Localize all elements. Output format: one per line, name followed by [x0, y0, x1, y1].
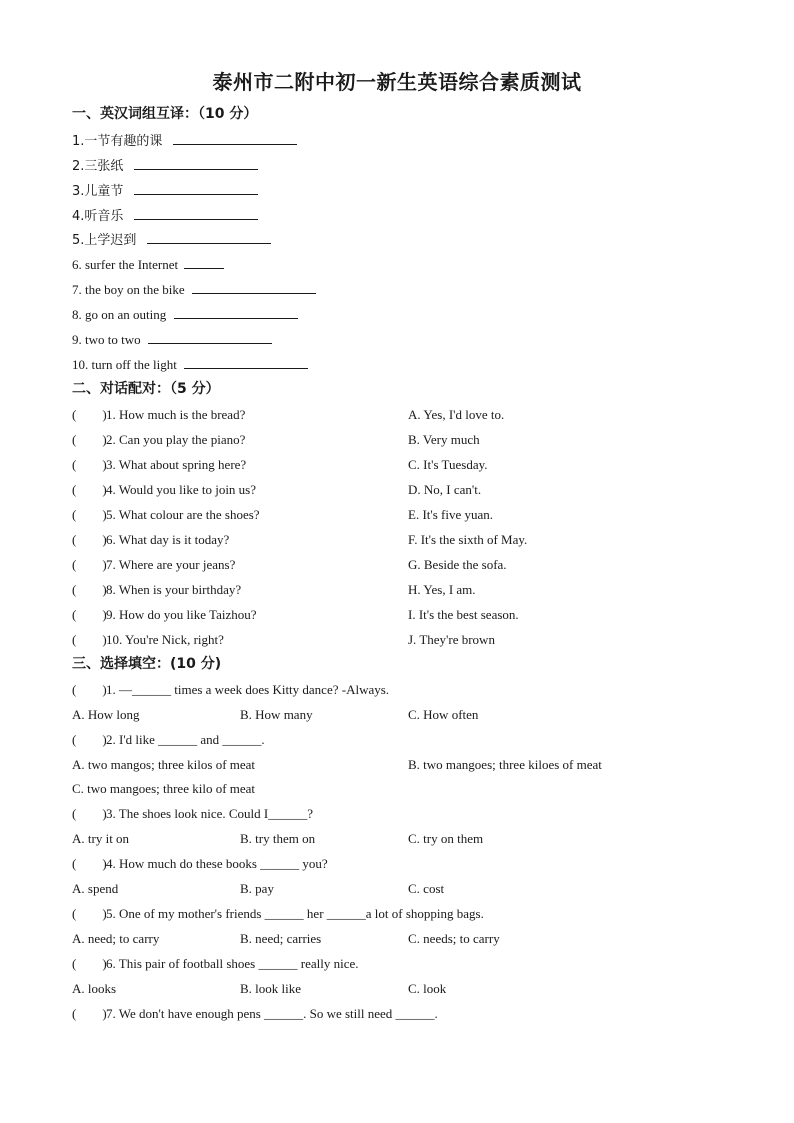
answer-paren[interactable]: ( ) — [72, 457, 107, 472]
list-item — [72, 281, 316, 299]
matching-row — [72, 431, 245, 449]
answer-option: H. Yes, I am. — [408, 582, 476, 597]
answer-paren[interactable]: ( ) — [72, 682, 107, 697]
choice-option: B. pay — [240, 881, 274, 896]
answer-paren[interactable]: ( ) — [72, 1006, 107, 1021]
matching-row — [72, 606, 257, 624]
question-text: 2. I'd like ______ and ______. — [106, 732, 265, 747]
question-text: 7. We don't have enough pens ______. So we still need ______. — [106, 1006, 438, 1021]
question-row — [72, 805, 313, 823]
answer-option: E. It's five yuan. — [408, 507, 494, 522]
question-row — [72, 681, 389, 699]
answer-option: C. It's Tuesday. — [408, 457, 488, 472]
choice-option: B. look like — [240, 981, 302, 996]
answer-option: J. They're brown — [408, 632, 495, 647]
item-text: 5.上学迟到 — [72, 233, 137, 248]
answer-blank[interactable] — [134, 207, 258, 220]
choice-option: A. try it on — [72, 831, 130, 846]
question-row — [72, 955, 358, 973]
answer-blank[interactable] — [174, 306, 298, 319]
choice-option: A. How long — [72, 707, 140, 722]
answer-option: D. No, I can't. — [408, 482, 482, 497]
list-item — [72, 182, 258, 201]
list-item — [72, 331, 272, 349]
question-text: 5. One of my mother's friends ______ her ______a lot of shopping bags. — [106, 906, 484, 921]
question-text: 6. This pair of football shoes ______ really nice. — [106, 956, 359, 971]
choice-option: C. two mangoes; three kilo of meat — [72, 781, 256, 796]
matching-row — [72, 456, 246, 474]
answer-option: I. It's the best season. — [408, 607, 519, 622]
question-text: 7. Where are your jeans? — [106, 557, 236, 572]
choice-option: B. try them on — [240, 831, 316, 846]
answer-paren[interactable]: ( ) — [72, 632, 107, 647]
choice-option: A. need; to carry — [72, 931, 160, 946]
answer-blank[interactable] — [148, 331, 272, 344]
answer-paren[interactable]: ( ) — [72, 532, 107, 547]
section-2-heading: 二、对话配对：（5 分） — [72, 381, 220, 397]
question-text: 3. What about spring here? — [106, 457, 247, 472]
answer-paren[interactable]: ( ) — [72, 732, 107, 747]
answer-option: F. It's the sixth of May. — [408, 532, 528, 547]
item-text: 9. two to two — [72, 332, 141, 347]
answer-blank[interactable] — [184, 256, 224, 269]
choice-option: C. needs; to carry — [408, 931, 500, 946]
question-text: 4. How much do these books ______ you? — [106, 856, 328, 871]
answer-paren[interactable]: ( ) — [72, 482, 107, 497]
matching-row — [72, 631, 224, 649]
item-text: 3.儿童节 — [72, 184, 124, 199]
choice-option: A. two mangos; three kilos of meat — [72, 757, 256, 772]
question-row — [72, 731, 265, 749]
list-item — [72, 157, 258, 176]
page-title: 泰州市二附中初一新生英语综合素质测试 — [212, 70, 582, 94]
question-text: 8. When is your birthday? — [106, 582, 242, 597]
list-item — [72, 356, 308, 374]
question-row — [72, 855, 328, 873]
answer-paren[interactable]: ( ) — [72, 607, 107, 622]
answer-paren[interactable]: ( ) — [72, 582, 107, 597]
matching-row — [72, 581, 241, 599]
answer-paren[interactable]: ( ) — [72, 856, 107, 871]
choice-option: A. looks — [72, 981, 117, 996]
choice-option: A. spend — [72, 881, 119, 896]
choice-option: B. two mangoes; three kiloes of meat — [408, 757, 602, 772]
matching-row — [72, 406, 245, 424]
answer-blank[interactable] — [147, 231, 271, 244]
answer-paren[interactable]: ( ) — [72, 432, 107, 447]
list-item — [72, 132, 297, 151]
section-3-heading: 三、选择填空：(10 分) — [72, 656, 222, 672]
answer-paren[interactable]: ( ) — [72, 557, 107, 572]
question-text: 3. The shoes look nice. Could I______? — [106, 806, 314, 821]
answer-blank[interactable] — [184, 356, 308, 369]
question-row — [72, 905, 484, 923]
answer-paren[interactable]: ( ) — [72, 956, 107, 971]
answer-blank[interactable] — [192, 281, 316, 294]
answer-option: B. Very much — [408, 432, 480, 447]
question-text: 6. What day is it today? — [106, 532, 230, 547]
question-text: 2. Can you play the piano? — [106, 432, 246, 447]
choice-option: C. cost — [408, 881, 445, 896]
answer-paren[interactable]: ( ) — [72, 407, 107, 422]
question-row — [72, 1005, 438, 1023]
answer-paren[interactable]: ( ) — [72, 507, 107, 522]
item-text: 8. go on an outing — [72, 307, 167, 322]
choice-option: C. look — [408, 981, 447, 996]
matching-row — [72, 506, 260, 524]
section-1-heading: 一、英汉词组互译：（10 分） — [72, 106, 258, 122]
answer-blank[interactable] — [134, 182, 258, 195]
item-text: 10. turn off the light — [72, 357, 177, 372]
matching-row — [72, 481, 256, 499]
choice-option: B. How many — [240, 707, 313, 722]
item-text: 7. the boy on the bike — [72, 282, 185, 297]
question-text: 5. What colour are the shoes? — [106, 507, 260, 522]
answer-blank[interactable] — [173, 132, 297, 145]
answer-paren[interactable]: ( ) — [72, 906, 107, 921]
item-text: 2.三张纸 — [72, 159, 124, 174]
item-text: 4.听音乐 — [72, 209, 124, 224]
answer-paren[interactable]: ( ) — [72, 806, 107, 821]
question-text: 10. You're Nick, right? — [106, 632, 224, 647]
matching-row — [72, 531, 229, 549]
choice-option: B. need; carries — [240, 931, 322, 946]
answer-blank[interactable] — [134, 157, 258, 170]
question-text: 1. How much is the bread? — [106, 407, 246, 422]
answer-option: G. Beside the sofa. — [408, 557, 507, 572]
question-text: 4. Would you like to join us? — [106, 482, 257, 497]
choice-option: C. try on them — [408, 831, 484, 846]
item-text: 6. surfer the Internet — [72, 257, 179, 272]
answer-option: A. Yes, I'd love to. — [408, 407, 505, 422]
item-text: 1.一节有趣的课 — [72, 134, 163, 149]
matching-row — [72, 556, 235, 574]
list-item — [72, 256, 224, 274]
question-text: 9. How do you like Taizhou? — [106, 607, 257, 622]
list-item — [72, 306, 298, 324]
question-text: 1. —______ times a week does Kitty dance? -Always. — [106, 682, 390, 697]
list-item — [72, 231, 271, 250]
choice-option: C. How often — [408, 707, 479, 722]
list-item — [72, 207, 258, 226]
